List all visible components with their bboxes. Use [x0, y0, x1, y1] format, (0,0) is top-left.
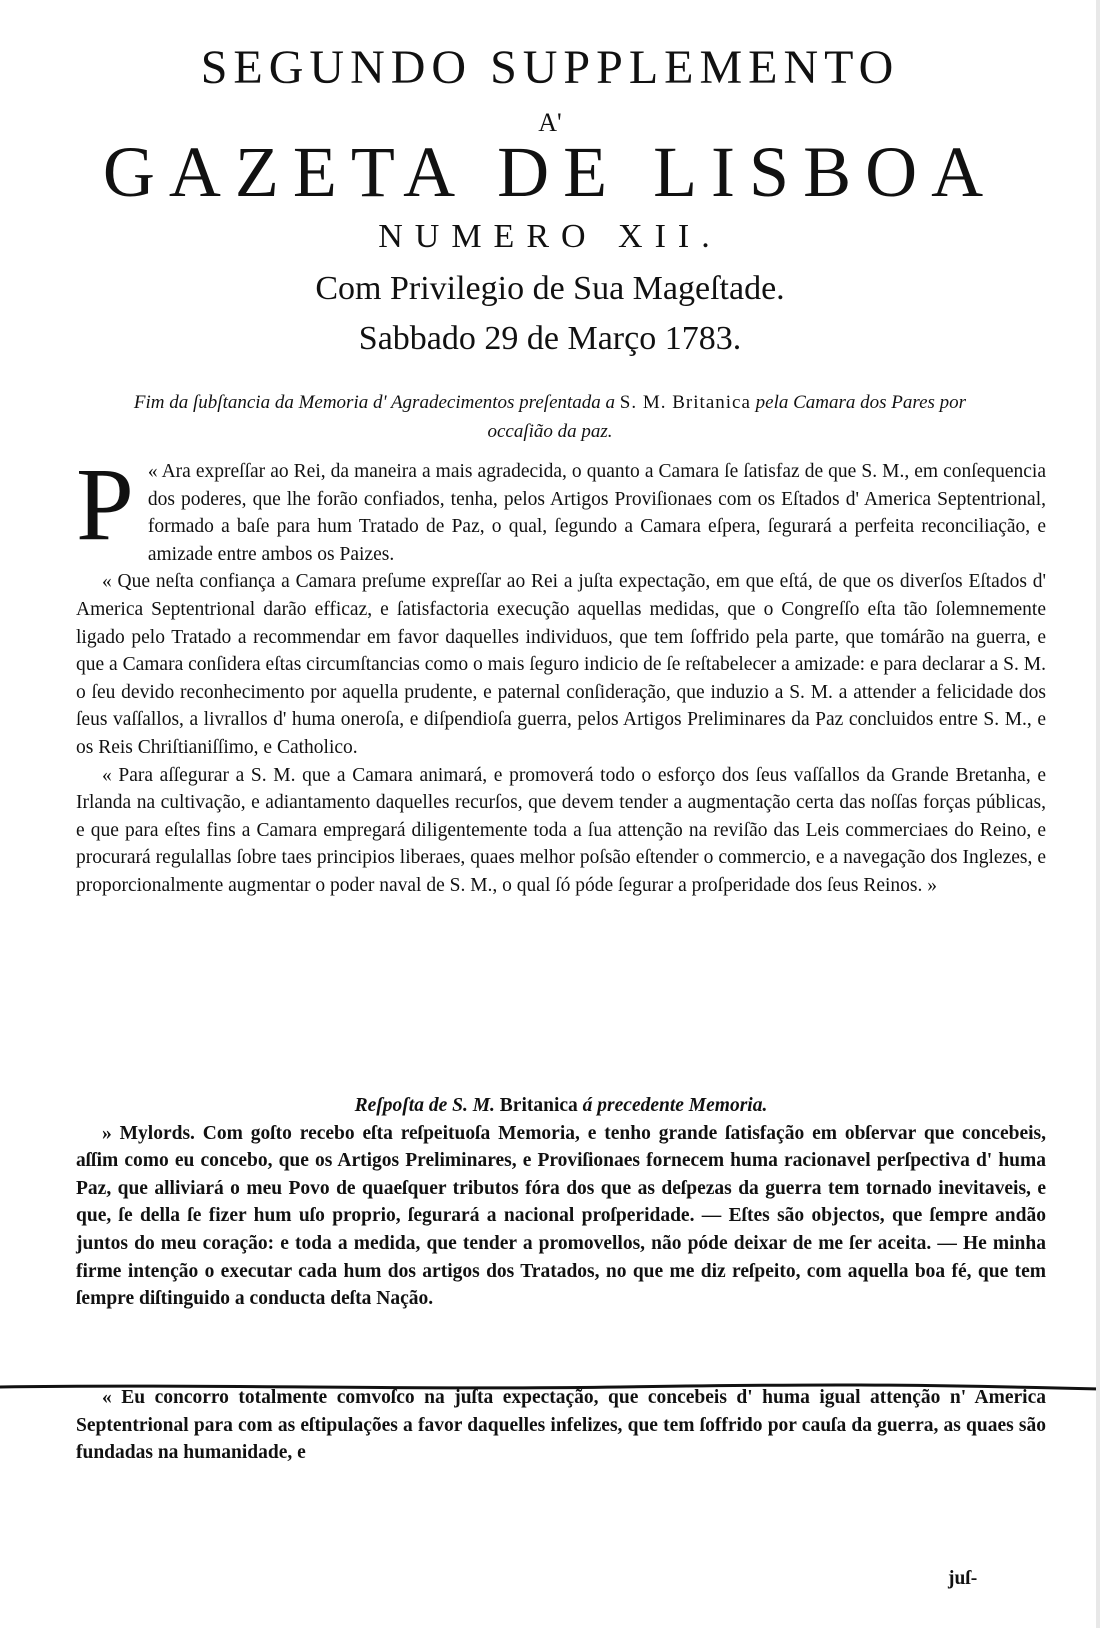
royal-reply [76, 1092, 1046, 1313]
reply-heading-part-3: á precedente Memoria. [582, 1095, 768, 1116]
drop-cap-letter: P [76, 447, 134, 562]
memorial-heading-part-3: pela Camara dos Pares por occaſião da paz. [487, 392, 967, 443]
supplement-title: SEGUNDO SUPPLEMENTO [200, 41, 900, 94]
final-paragraph [76, 1384, 1046, 1467]
gazette-title: GAZETA DE LISBOA [102, 132, 998, 212]
memorial-heading-part-2: S. M. Britanica [619, 392, 751, 413]
memorial-paragraph-3: « Para aſſegurar a S. M. que a Camara animará, e promoverá todo o esforço dos ſeus vaſſallos da Grande Bretanha, e Irlanda na cultivação, e adiantamento daquelles recurſos, que devem tender a augmentação certa das noſſas forças públicas, e que para eſtes fins a Camara empregará diligentemente toda a ſua attenção na reviſão das Leis commerciaes do Reino, e procurará regulallas ſobre taes principios liberaes, quaes melhor poſsão eſtender o commercio, e a navegação dos Inglezes, e proporcionalmente augmentar o poder naval de S. M., o qual ſó póde ſegurar a proſperidade dos ſeus Reinos. » [76, 764, 1046, 896]
reply-heading [76, 1092, 1046, 1120]
catchword: juſ- [948, 1568, 978, 1589]
memorial-paragraph-1-text: Ara expreſſar ao Rei, da maneira a mais agradecida, o quanto a Camara ſe ſatisfaz de que S. M., em conſequencia dos poderes, que lhe forão confiados, tenha, pelos Artigos Proviſionaes com os Eſtados d' America Septentrional, formado a baſe para hum Tratado de Paz, o qual, ſegundo a Camara eſpera, ſegurará a perfeita reconciliação, e amizade entre ambos os Paizes. [147, 461, 1046, 565]
reply-heading-part-2: Britanica [499, 1095, 578, 1116]
memorial-text [76, 447, 1046, 900]
issue-number: NUMERO XII. [378, 218, 722, 255]
page-edge [1096, 0, 1100, 1628]
memorial-heading-part-1: Fim da ſubſtancia da Memoria d' Agradecimentos preſentada a [133, 392, 616, 413]
quotation-mark: « [147, 461, 158, 482]
memorial-heading [110, 388, 990, 447]
memorial-paragraph-2: « Que neſta confiança a Camara preſume expreſſar ao Rei a juſta expectação, em que eſtá, de que os diverſos Eſtados d' America Septentrional darão efficaz, e ſatisfactoria execução aquellas medidas, que o Congreſſo eſta tão ſolemnemente ligado pelo Tratado a recommendar em favor daquelles individuos, que tem ſoffrido pela parte, que tomárão na guerra, e que a Camara conſidera eſtas circumſtancias como o mais ſeguro indicio de ſe reſtabelecer a amizade: e para declarar a S. M. o ſeu devido reconhecimento por aquella prudente, e paternal conſideração, que induzio a S. M. a attender a felicidade dos ſeus vaſſallos, a livrallos d' huma oneroſa, e diſpendioſa guerra, pelos Artigos Preliminares da Paz concluidos entre S. M., e os Reis Chriſtianiſſimo, e Catholico. [76, 571, 1046, 758]
final-paragraph-text: « Eu concorro totalmente comvoſco na juſta expectação, que concebeis d' huma igual attenção n' America Septentrional para com as eſtipulações a favor daquelles infelizes, que tem ſoffrido por cauſa da guerra, as quaes são fundadas na humanidade, e [76, 1387, 1046, 1464]
reply-paragraph: » Mylords. Com goſto recebo eſta reſpeituoſa Memoria, e tenho grande ſatisfação em obſervar que concebeis, aſſim como eu concebo, que os Artigos Preliminares, e Proviſionaes fornecem huma racionavel perſpectiva d' huma Paz, que alliviará o meu Povo de quaeſquer tributos fóra dos que as deſpezas da guerra tem tornado inevitaveis, e que, ſe della ſe fizer hum uſo proprio, ſegurará a nacional proſperidade. — Eſtes são objectos, que ſempre andão juntos do meu coração: e toda a medida, que tender a promovellos, não póde deixar de me ſer aceita. — He minha firme intenção o executar cada hum dos artigos dos Tratados, no que me diz reſpeito, com aquella boa fé, que tem ſempre diſtinguido a conducta deſta Nação. [76, 1122, 1046, 1310]
royal-privilege-line: Com Privilegio de Sua Mageſtade. [315, 270, 785, 307]
issue-date: Sabbado 29 de Março 1783. [358, 320, 742, 357]
supplement-preposition: A' [538, 108, 562, 137]
reply-heading-part-1: Reſpoſta de S. M. [354, 1095, 495, 1116]
memorial-paragraph-1 [76, 447, 1046, 568]
